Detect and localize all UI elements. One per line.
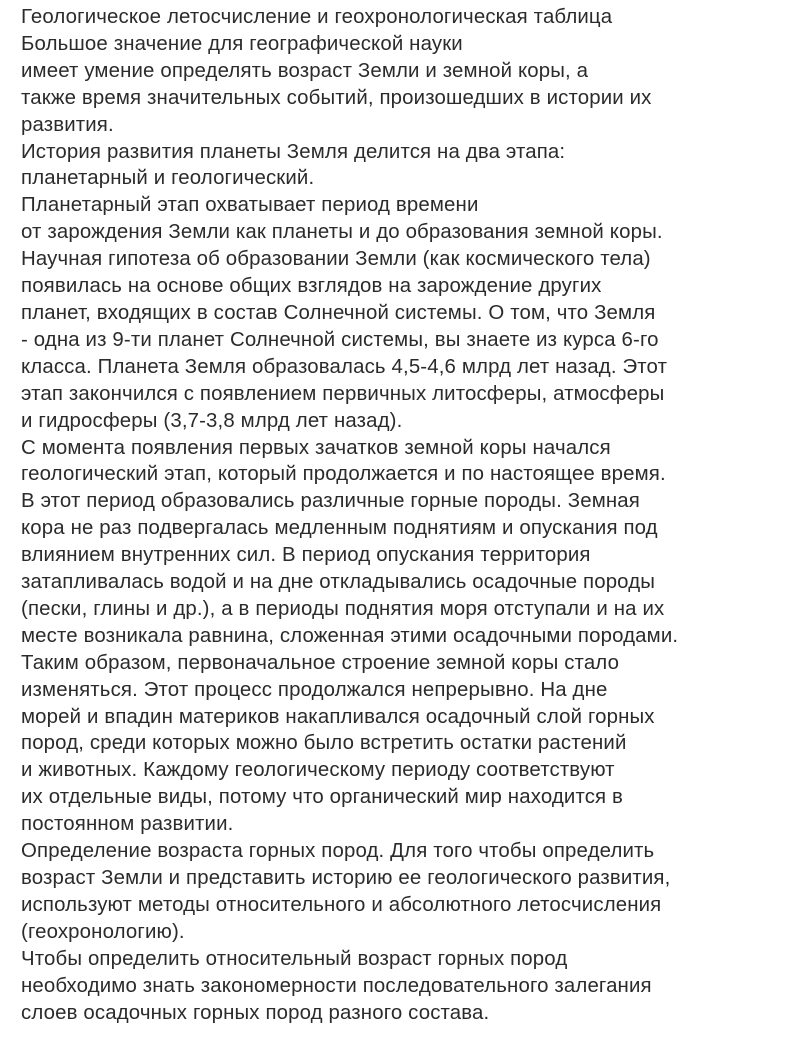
text-line: геологический этап, который продолжается и по настоящее время. — [21, 463, 666, 486]
text-line: возраст Земли и представить историю ее геологического развития, — [21, 867, 671, 889]
text-line: (геохронологию). — [21, 920, 185, 943]
text-line: этап закончился с появлением первичных литосферы, атмосферы — [21, 382, 665, 405]
text-line: слоев осадочных горных пород разного состава. — [21, 1001, 490, 1024]
text-line: развития. — [21, 113, 114, 136]
document-title: Геологическое летосчисление и геохронологическая таблица — [21, 6, 613, 28]
text-line: планет, входящих в состав Солнечной системы. О том, что Земля — [21, 301, 656, 324]
text-line: используют методы относительного и абсолютного летосчисления — [21, 893, 662, 916]
text-line: изменяться. Этот процесс продолжался непрерывно. На дне — [21, 678, 608, 701]
text-line: появилась на основе общих взглядов на зарождение других — [21, 275, 602, 298]
text-line: морей и впадин материков накапливался осадочный слой горных — [21, 705, 655, 728]
text-line: постоянном развитии. — [21, 813, 234, 836]
text-line: их отдельные виды, потому что органический мир находится в — [21, 786, 624, 809]
text-line: Планетарный этап охватывает период времени — [21, 194, 479, 217]
text-line: Таким образом, первоначальное строение земной коры стало — [21, 651, 620, 674]
text-line: С момента появления первых зачатков земной коры начался — [21, 436, 611, 459]
text-line: от зарождения Земли как планеты и до образования земной коры. — [21, 221, 663, 244]
text-line: необходимо знать закономерности последовательного залегания — [21, 974, 652, 997]
text-line: и животных. Каждому геологическому периоду соответствуют — [21, 759, 615, 782]
text-line: История развития планеты Земля делится на два этапа: — [21, 140, 566, 163]
text-line: класса. Планета Земля образовалась 4,5-4,6 млрд лет назад. Этот — [21, 355, 668, 378]
text-line: Большое значение для географической науки — [21, 32, 463, 55]
text-line: и гидросферы (3,7-3,8 млрд лет назад). — [21, 409, 403, 432]
text-line: затапливалась водой и на дне откладывались осадочные породы — [21, 571, 656, 594]
text-line: влиянием внутренних сил. В период опускания территория — [21, 544, 591, 567]
text-line: кора не раз подвергалась медленным поднятиям и опускания под — [21, 517, 658, 540]
text-line: (пески, глины и др.), а в периоды поднятия моря отступали и на их — [21, 597, 665, 620]
text-line: Научная гипотеза об образовании Земли (как космического тела) — [21, 248, 651, 271]
text-line: В этот период образовались различные горные породы. Земная — [21, 490, 640, 513]
text-line: - одна из 9-ти планет Солнечной системы, вы знаете из курса 6-го — [21, 328, 659, 351]
text-line: Определение возраста горных пород. Для того чтобы определить — [21, 840, 655, 863]
text-line: также время значительных событий, произошедших в истории их — [21, 86, 652, 109]
text-line: месте возникала равнина, сложенная этими осадочными породами. — [21, 624, 679, 647]
text-line: имеет умение определять возраст Земли и земной коры, а — [21, 59, 589, 82]
text-line: планетарный и геологический. — [21, 167, 315, 190]
text-line: Чтобы определить относительный возраст горных пород — [21, 947, 568, 970]
text-line: пород, среди которых можно было встретить остатки растений — [21, 732, 627, 755]
